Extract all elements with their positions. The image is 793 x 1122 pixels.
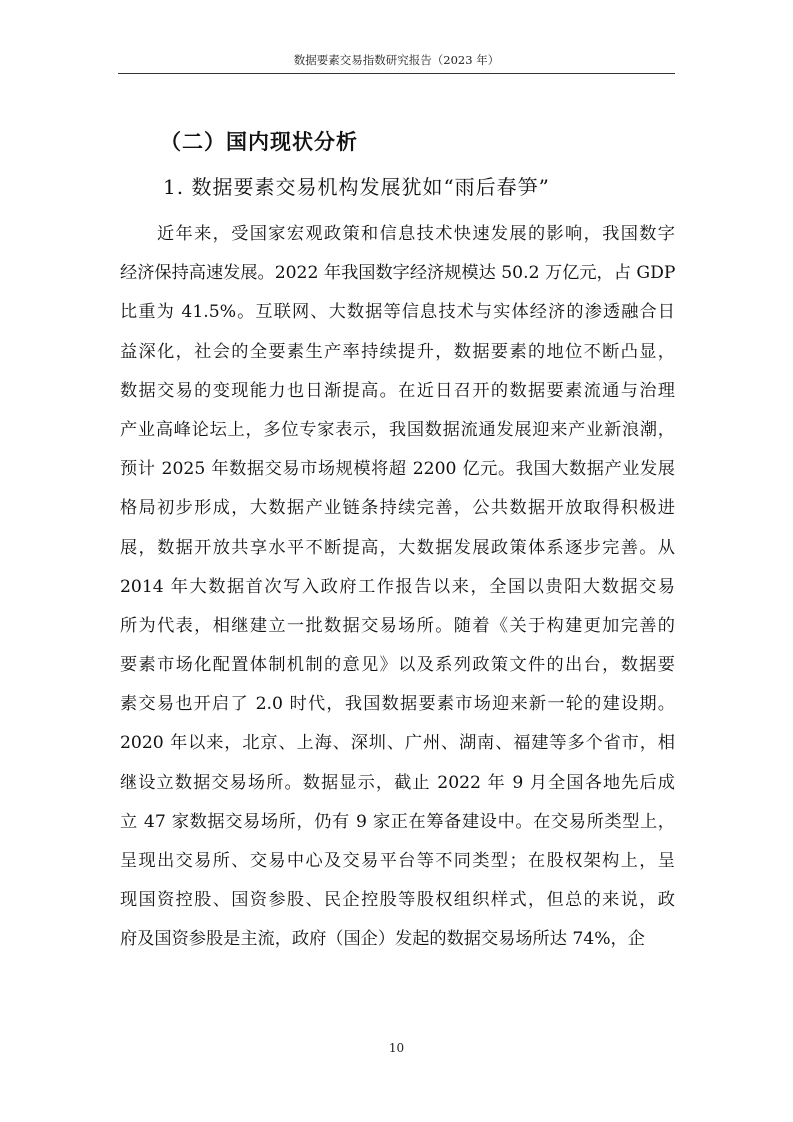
paragraph-line: 数据交易的变现能力也日渐提高。在近日召开的数据要素流通与治理 [120,380,675,401]
paragraph-line: 立 47 家数据交易场所，仍有 9 家正在筹备建设中。在交易所类型上， [120,811,675,832]
sub-heading: 1. 数据要素交易机构发展犹如“雨后春笋” [163,175,550,199]
paragraph-line: 展，数据开放共享水平不断提高，大数据发展政策体系逐步完善。从 [120,537,675,558]
paragraph-line: 呈现出交易所、交易中心及交易平台等不同类型；在股权架构上，呈 [120,851,675,871]
paragraph-line: 府及国资参股是主流，政府（国企）发起的数据交易场所达 74%，企 [120,929,645,950]
paragraph-line: 所为代表，相继建立一批数据交易场所。随着《关于构建更加完善的 [120,615,675,636]
running-header: 数据要素交易指数研究报告（2023 年） [293,53,500,67]
body-paragraph [120,215,675,960]
paragraph-line: 2014 年大数据首次写入政府工作报告以来，全国以贵阳大数据交易 [120,576,675,597]
paragraph-line: 现国资控股、国资参股、民企控股等股权组织样式，但总的来说，政 [120,890,675,911]
paragraph-line: 益深化，社会的全要素生产率持续提升，数据要素的地位不断凸显， [120,341,675,362]
paragraph-line: 比重为 41.5%。互联网、大数据等信息技术与实体经济的渗透融合日 [120,302,675,323]
paragraph-line: 格局初步形成，大数据产业链条持续完善，公共数据开放取得积极进 [120,498,675,519]
header-rule [118,73,675,74]
paragraph-line: 要素市场化配置体制机制的意见》以及系列政策文件的出台，数据要 [120,655,675,676]
section-heading: （二）国内现状分析 [160,130,358,154]
paragraph-line: 2020 年以来，北京、上海、深圳、广州、湖南、福建等多个省市，相 [120,733,675,754]
paragraph-line: 经济保持高速发展。2022 年我国数字经济规模达 50.2 万亿元，占 GDP [120,263,676,284]
paragraph-line: 产业高峰论坛上，多位专家表示，我国数据流通发展迎来产业新浪潮， [120,419,675,440]
page-number: 10 [388,1041,405,1055]
paragraph-line: 预计 2025 年数据交易市场规模将超 2200 亿元。我国大数据产业发展 [120,459,675,480]
paragraph-line: 近年来，受国家宏观政策和信息技术快速发展的影响，我国数字 [157,224,675,244]
paragraph-line: 继设立数据交易场所。数据显示，截止 2022 年 9 月全国各地先后成 [120,772,675,793]
paragraph-line: 素交易也开启了 2.0 时代，我国数据要素市场迎来新一轮的建设期。 [120,694,675,715]
